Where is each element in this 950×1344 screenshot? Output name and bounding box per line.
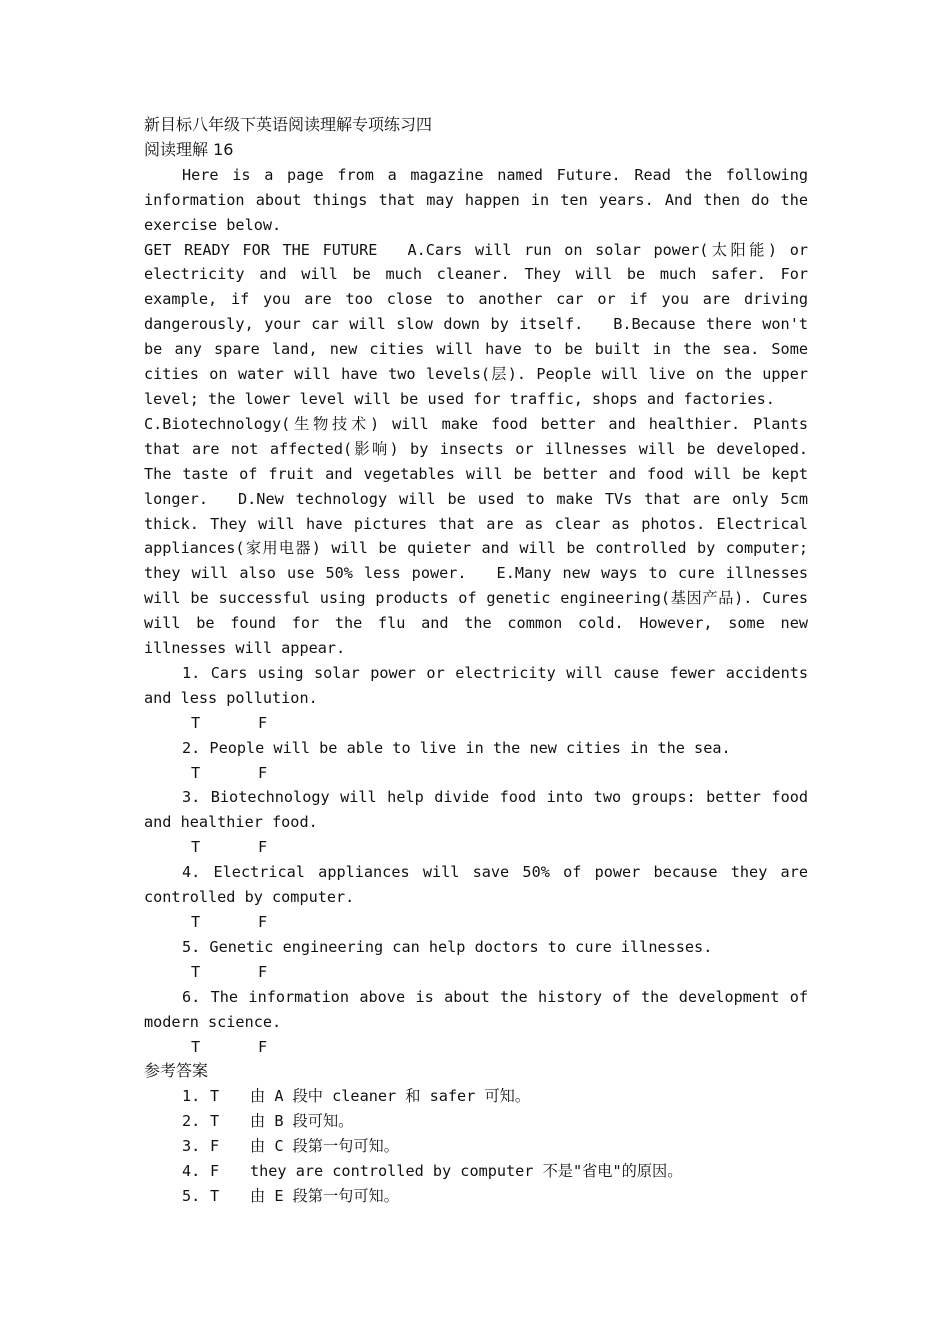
tf-choice-1: [144, 711, 808, 736]
false-option: F: [258, 962, 268, 981]
tf-choice-4: [144, 910, 808, 935]
tf-choice-3: [144, 835, 808, 860]
passage-section-d: D.New technology will be used to make TVs that are only 5cm thick. They will have pictures that are as clear as photos. Electrical appliances(家用电器) will be quieter and will be controlled by computer; they will also use 50% less power.: [144, 489, 808, 583]
answer-number: 5.: [182, 1186, 201, 1205]
false-option: F: [258, 838, 268, 857]
answer-explanation: they are controlled by computer 不是"省电"的原因。: [250, 1162, 683, 1181]
answer-key: T: [210, 1087, 220, 1106]
tf-choice-5: [144, 960, 808, 985]
true-option: T: [191, 962, 201, 981]
true-option: T: [191, 1037, 201, 1056]
true-option: T: [191, 763, 201, 782]
question-5: 5. Genetic engineering can help doctors to cure illnesses.: [182, 937, 713, 956]
tf-choice-2: [144, 761, 808, 786]
question-3: 3. Biotechnology will help divide food into two groups: better food and healthier food.: [144, 788, 808, 832]
passage-heading: GET READY FOR THE FUTURE: [144, 240, 378, 259]
intro-paragraph: Here is a page from a magazine named Future. Read the following information about things that may happen in ten years. And then do the exercise below.: [144, 165, 808, 234]
passage-block: [144, 238, 808, 412]
tf-choice-6: [144, 1035, 808, 1060]
true-option: T: [191, 713, 201, 732]
true-option: T: [191, 838, 201, 857]
answer-number: 3.: [182, 1137, 201, 1156]
passage-section-e: E.Many new ways to cure illnesses will be successful using products of genetic engineering(基因产品). Cures will be found for the flu and the common cold. However, some new illnesses will appear.: [144, 564, 808, 658]
document-subtitle: 阅读理解 16: [144, 139, 234, 159]
answer-number: 2.: [182, 1112, 201, 1131]
answer-explanation: 由 B 段可知。: [250, 1112, 354, 1131]
answer-row: [144, 1134, 808, 1159]
false-option: F: [258, 763, 268, 782]
document-title: 新目标八年级下英语阅读理解专项练习四: [144, 115, 433, 134]
answer-row: [144, 1159, 808, 1184]
answer-number: 1.: [182, 1087, 201, 1106]
answer-row: [144, 1184, 808, 1209]
false-option: F: [258, 713, 268, 732]
answer-explanation: 由 A 段中 cleaner 和 safer 可知。: [250, 1087, 531, 1106]
answer-number: 4.: [182, 1162, 201, 1181]
answer-key: F: [210, 1137, 220, 1156]
answer-key: F: [210, 1162, 220, 1181]
question-4: 4. Electrical appliances will save 50% of power because they are controlled by computer.: [144, 863, 808, 907]
answer-explanation: 由 E 段第一句可知。: [250, 1186, 399, 1205]
answer-key: T: [210, 1186, 220, 1205]
question-2: 2. People will be able to live in the new cities in the sea.: [182, 738, 731, 757]
passage-section-b: B.Because there won't be any spare land, new cities will have to be built in the sea. Some cities on water will have two levels(层). People will live on the upper level; the lower level will be used for traffic, shops and factories.: [144, 315, 808, 408]
question-1: 1. Cars using solar power or electricity will cause fewer accidents and less pollution.: [144, 663, 808, 707]
answer-explanation: 由 C 段第一句可知。: [250, 1137, 399, 1156]
passage-section-a: A.Cars will run on solar power(太阳能) or electricity and will be much cleaner. They will be much safer. For example, if you are too close to another car or if you are driving dangerously, your car will slow down by itself.: [144, 240, 808, 334]
false-option: F: [258, 913, 268, 931]
true-option: T: [191, 913, 201, 931]
answers-title: 参考答案: [144, 1061, 209, 1081]
passage-block-2: [144, 412, 808, 661]
answer-row: [144, 1109, 808, 1134]
answer-row: [144, 1084, 808, 1109]
false-option: F: [258, 1037, 268, 1056]
passage-section-c: C.Biotechnology(生物技术) will make food better and healthier. Plants that are not affected(影响) by insects or illnesses will be developed. The taste of fruit and vegetables will be better and food will be kept longer.: [144, 414, 808, 508]
answer-key: T: [210, 1112, 220, 1131]
document-page: [144, 113, 808, 1209]
question-6: 6. The information above is about the history of the development of modern science.: [144, 987, 808, 1031]
